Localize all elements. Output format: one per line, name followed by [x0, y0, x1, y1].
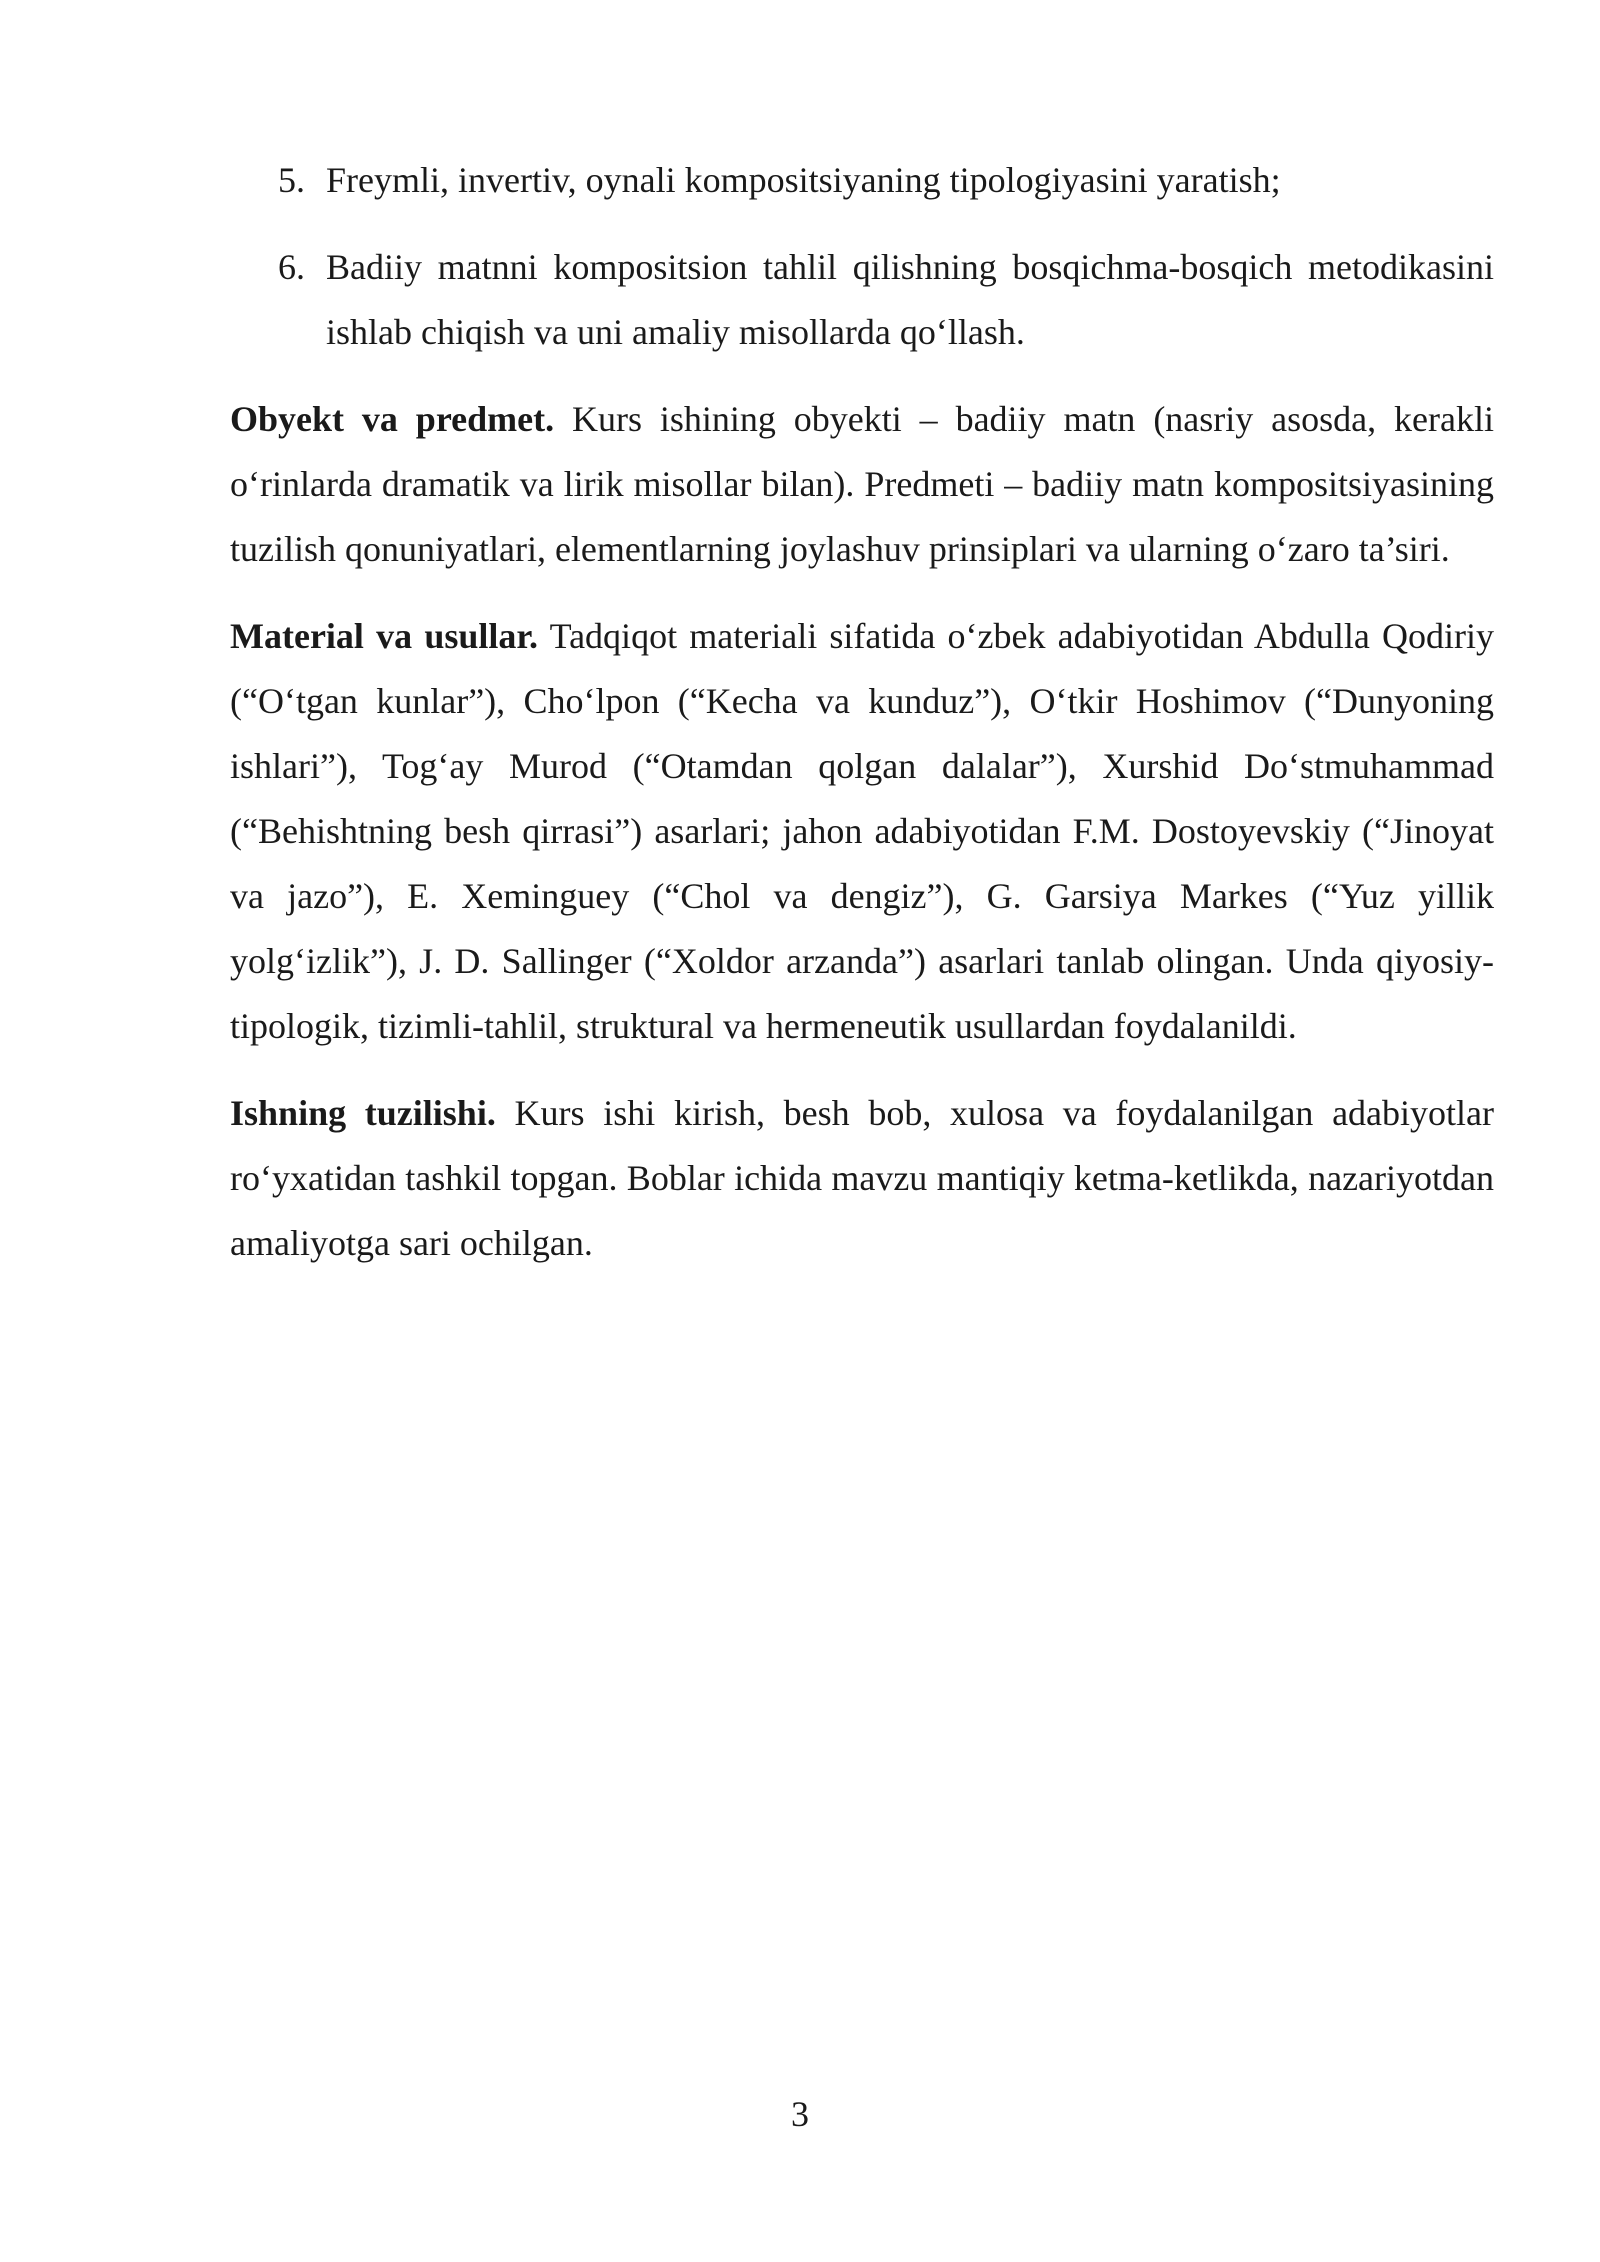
section-heading: Obyekt va predmet.	[230, 399, 555, 439]
section-heading: Material va usullar.	[230, 616, 539, 656]
section-work-structure	[230, 1081, 1494, 1276]
list-item-number: 6.	[278, 247, 305, 287]
section-object-subject	[230, 387, 1494, 582]
list-item	[278, 235, 1494, 365]
page-number: 3	[791, 2094, 809, 2134]
list-item-number: 5.	[278, 160, 305, 200]
section-material-methods	[230, 604, 1494, 1059]
page-content	[230, 148, 1494, 1276]
section-heading: Ishning tuzilishi.	[230, 1093, 496, 1133]
section-text: Kurs ishining obyekti – badiiy matn (nasriy asosda, kerakli oʻrinlarda dramatik va lirik misollar bilan). Predmeti – badiiy matn kompositsiyasining tuzilish qonuniyatlari, elementlarning joylashuv prinsiplari va ularning oʻzaro ta’siri.	[230, 399, 1494, 569]
list-item	[278, 148, 1494, 213]
section-text: Kurs ishi kirish, besh bob, xulosa va foydalanilgan adabiyotlar roʻyxatidan tashkil topgan. Boblar ichida mavzu mantiqiy ketma-ketlikda, nazariyotdan amaliyotga sari ochilgan.	[230, 1093, 1494, 1263]
list-item-text: Badiiy matnni kompositsion tahlil qilishning bosqichma-bosqich metodikasini ishlab chiqish va uni amaliy misollarda qoʻllash.	[326, 247, 1494, 352]
list-item-text: Freymli, invertiv, oynali kompositsiyaning tipologiyasini yaratish;	[326, 160, 1281, 200]
section-text: Tadqiqot materiali sifatida oʻzbek adabiyotidan Abdulla Qodiriy (“Oʻtgan kunlar”), Choʻlpon (“Kecha va kunduz”), Oʻtkir Hoshimov (“Dunyoning ishlari”), Togʻay Murod (“Otamdan qolgan dalalar”), Xurshid Doʻstmuhammad (“Behishtning besh qirrasi”) asarlari; jahon adabiyotidan F.M. Dostoyevskiy (“Jinoyat va jazo”), E. Xeminguey (“Chol va dengiz”), G. Garsiya Markes (“Yuz yillik yolgʻizlik”), J. D. Sallinger (“Xoldor arzanda”) asarlari tanlab olingan. Unda qiyosiy-tipologik, tizimli-tahlil, struktural va hermeneutik usullardan foydalanildi.	[230, 616, 1494, 1046]
